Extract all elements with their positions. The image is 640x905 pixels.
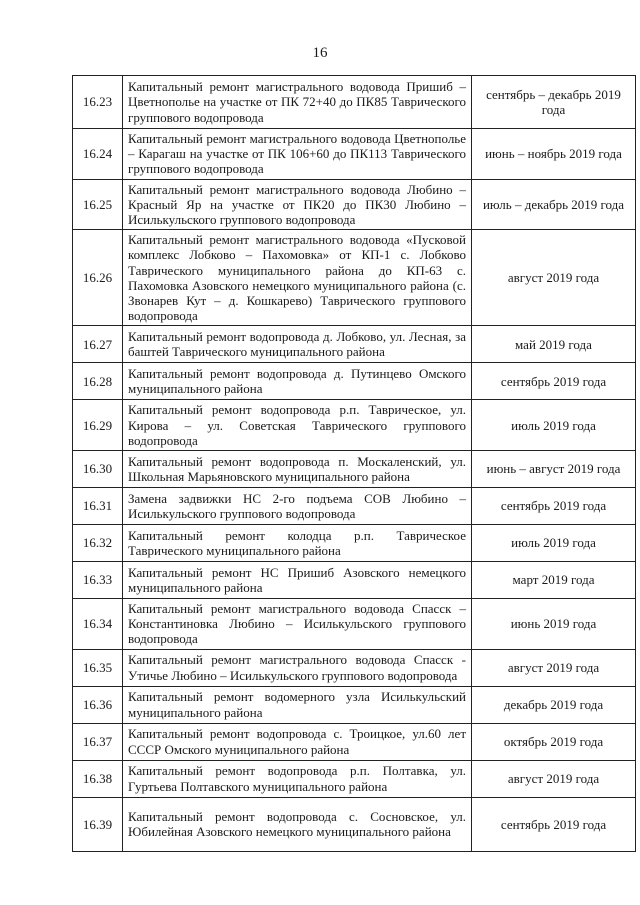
- row-number: 16.25: [73, 179, 123, 230]
- work-description: Капитальный ремонт колодца р.п. Таврическое Таврического муниципального района: [123, 525, 472, 562]
- work-period: август 2019 года: [472, 649, 636, 686]
- work-period: июль 2019 года: [472, 400, 636, 451]
- work-description: Капитальный ремонт магистрального водовода Пришиб – Цветнополье на участке от ПК 72+40 до ПК85 Таврического группового водопровода: [123, 76, 472, 129]
- table-row: [73, 723, 636, 760]
- work-description: Капитальный ремонт водопровода р.п. Таврическое, ул. Кирова – ул. Советская Таврического группового водопровода: [123, 400, 472, 451]
- table-row: [73, 326, 636, 363]
- row-number: 16.23: [73, 76, 123, 129]
- table-row: [73, 76, 636, 129]
- work-description: Капитальный ремонт водомерного узла Исилькульский муниципального района: [123, 686, 472, 723]
- work-period: сентябрь 2019 года: [472, 363, 636, 400]
- table-row: [73, 129, 636, 180]
- row-number: 16.38: [73, 760, 123, 797]
- work-period: сентябрь 2019 года: [472, 797, 636, 851]
- table-row: [73, 525, 636, 562]
- row-number: 16.28: [73, 363, 123, 400]
- work-description: Капитальный ремонт магистрального водовода Любино – Красный Яр на участке от ПК20 до ПК30 Любино – Исилькульского группового водопровода: [123, 179, 472, 230]
- work-description: Капитальный ремонт водопровода д. Лобково, ул. Лесная, за баштей Таврического муниципального района: [123, 326, 472, 363]
- table-row: [73, 179, 636, 230]
- table-row: [73, 760, 636, 797]
- row-number: 16.36: [73, 686, 123, 723]
- work-period: сентябрь 2019 года: [472, 488, 636, 525]
- table-row: [73, 797, 636, 851]
- work-period: июнь – август 2019 года: [472, 451, 636, 488]
- row-number: 16.31: [73, 488, 123, 525]
- row-number: 16.27: [73, 326, 123, 363]
- work-period: июнь – ноябрь 2019 года: [472, 129, 636, 180]
- table-row: [73, 363, 636, 400]
- table-row: [73, 599, 636, 650]
- row-number: 16.32: [73, 525, 123, 562]
- table-row: [73, 686, 636, 723]
- work-period: июнь 2019 года: [472, 599, 636, 650]
- row-number: 16.33: [73, 562, 123, 599]
- table-row: [73, 230, 636, 326]
- work-period: март 2019 года: [472, 562, 636, 599]
- works-table-body: [73, 76, 636, 852]
- work-period: май 2019 года: [472, 326, 636, 363]
- row-number: 16.37: [73, 723, 123, 760]
- row-number: 16.39: [73, 797, 123, 851]
- work-description: Капитальный ремонт магистрального водовода Спасск – Константиновка Любино – Исилькульского группового водопровода: [123, 599, 472, 650]
- row-number: 16.26: [73, 230, 123, 326]
- row-number: 16.30: [73, 451, 123, 488]
- work-description: Капитальный ремонт водопровода р.п. Полтавка, ул. Гуртьева Полтавского муниципального района: [123, 760, 472, 797]
- page-number: 16: [312, 45, 328, 61]
- table-row: [73, 562, 636, 599]
- work-period: сентябрь – декабрь 2019 года: [472, 76, 636, 129]
- work-period: август 2019 года: [472, 760, 636, 797]
- work-period: октябрь 2019 года: [472, 723, 636, 760]
- work-period: декабрь 2019 года: [472, 686, 636, 723]
- table-row: [73, 488, 636, 525]
- work-period: август 2019 года: [472, 230, 636, 326]
- work-description: Капитальный ремонт водопровода с. Сосновское, ул. Юбилейная Азовского немецкого муниципального района: [123, 797, 472, 851]
- work-description: Капитальный ремонт магистрального водовода Цветнополье – Карагаш на участке от ПК 106+60 до ПК113 Таврического группового водопровода: [123, 129, 472, 180]
- work-period: июль – декабрь 2019 года: [472, 179, 636, 230]
- table-row: [73, 649, 636, 686]
- work-description: Замена задвижки НС 2-го подъема СОВ Любино – Исилькульского группового водопровода: [123, 488, 472, 525]
- work-description: Капитальный ремонт водопровода д. Путинцево Омского муниципального района: [123, 363, 472, 400]
- work-description: Капитальный ремонт магистрального водовода «Пусковой комплекс Лобково – Пахомовка» от КП-1 с. Лобково Таврического муниципального района до КП-63 с. Пахомовка Азовского немецкого муниципального района (с. Звонарев Кут – д. Кошкарево) Таврического группового водопровода: [123, 230, 472, 326]
- work-period: июль 2019 года: [472, 525, 636, 562]
- works-table: [72, 75, 636, 852]
- table-row: [73, 400, 636, 451]
- work-description: Капитальный ремонт водопровода п. Москаленский, ул. Школьная Марьяновского муниципального района: [123, 451, 472, 488]
- work-description: Капитальный ремонт НС Пришиб Азовского немецкого муниципального района: [123, 562, 472, 599]
- work-description: Капитальный ремонт магистрального водовода Спасск - Утичье Любино – Исилькульского группового водопровода: [123, 649, 472, 686]
- row-number: 16.24: [73, 129, 123, 180]
- row-number: 16.35: [73, 649, 123, 686]
- table-row: [73, 451, 636, 488]
- work-description: Капитальный ремонт водопровода с. Троицкое, ул.60 лет СССР Омского муниципального района: [123, 723, 472, 760]
- row-number: 16.34: [73, 599, 123, 650]
- row-number: 16.29: [73, 400, 123, 451]
